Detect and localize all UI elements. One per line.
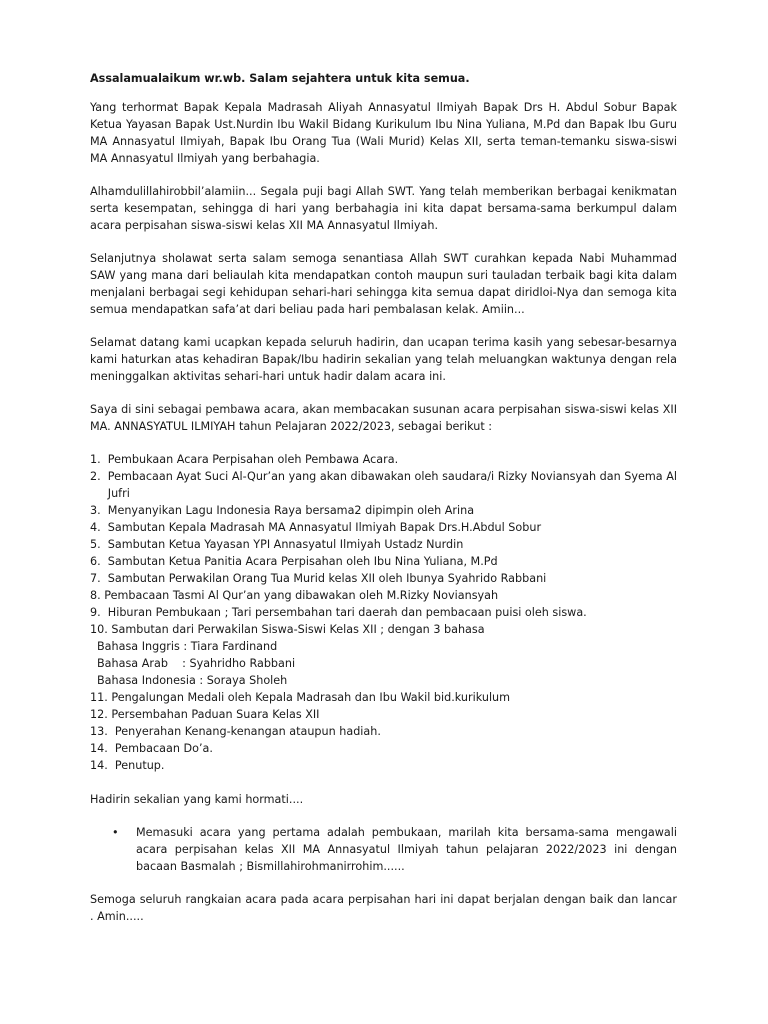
list-item: 1. Pembukaan Acara Perpisahan oleh Pembawa Acara.: [90, 453, 399, 466]
list-item: 14. Pembacaan Do’a.: [90, 742, 213, 755]
list-item: 8. Pembacaan Tasmi Al Qur’an yang dibawakan oleh M.Rizky Noviansyah: [90, 589, 499, 602]
list-item: 5. Sambutan Ketua Yayasan YPI Annasyatul Ilmiyah Ustadz Nurdin: [90, 538, 464, 551]
language-line: Bahasa Arab : Syahridho Rabbani: [97, 657, 296, 670]
list-item: 3. Menyanyikan Lagu Indonesia Raya bersama2 dipimpin oleh Arina: [90, 504, 475, 517]
document-body: [90, 70, 677, 925]
paragraph-welcome: Selamat datang kami ucapkan kepada seluruh hadirin, dan ucapan terima kasih yang sebesar-besarnya kami haturkan atas kehadiran Bapak/Ibu hadirin sekalian yang telah meluangkan waktunya dengan rela meninggalkan aktivitas sehari-hari untuk hadir dalam acara ini.: [90, 336, 677, 383]
language-line: Bahasa Inggris : Tiara Fardinand: [97, 640, 278, 653]
greeting: Assalamualaikum wr.wb. Salam sejahtera untuk kita semua.: [90, 72, 470, 85]
bullet-item: [90, 824, 677, 875]
list-item: 10. Sambutan dari Perwakilan Siswa-Siswi Kelas XII ; dengan 3 bahasa: [90, 623, 485, 636]
list-item: 12. Persembahan Paduan Suara Kelas XII: [90, 708, 320, 721]
list-item: 2. Pembacaan Ayat Suci Al-Qur’an yang akan dibawakan oleh saudara/i Rizky Noviansyah dan Syema Al Jufri: [90, 470, 677, 500]
list-item: 6. Sambutan Ketua Panitia Acara Perpisahan oleh Ibu Nina Yuliana, M.Pd: [90, 555, 498, 568]
list-item: 7. Sambutan Perwakilan Orang Tua Murid kelas XII oleh Ibunya Syahrido Rabbani: [90, 572, 547, 585]
paragraph-salutation: Yang terhormat Bapak Kepala Madrasah Aliyah Annasyatul Ilmiyah Bapak Drs H. Abdul Sobur Bapak Ketua Yayasan Bapak Ust.Nurdin Ibu Wakil Bidang Kurikulum Ibu Nina Yuliana, M.Pd dan Bapak Ibu Guru MA Annasyatul Ilmiyah, Bapak Ibu Orang Tua (Wali Murid) Kelas XII, serta teman-temanku siswa-siswi MA Annasyatul Ilmiyah yang berbahagia.: [90, 101, 677, 165]
paragraph-audience: Hadirin sekalian yang kami hormati....: [90, 793, 304, 806]
list-item: 9. Hiburan Pembukaan ; Tari persembahan tari daerah dan pembacaan puisi oleh siswa.: [90, 606, 587, 619]
bullet-icon: •: [112, 826, 119, 839]
list-item: 13. Penyerahan Kenang-kenangan ataupun hadiah.: [90, 725, 381, 738]
list-item: 4. Sambutan Kepala Madrasah MA Annasyatul Ilmiyah Bapak Drs.H.Abdul Sobur: [90, 521, 542, 534]
list-item: 14. Penutup.: [90, 759, 165, 772]
paragraph-agenda-intro: Saya di sini sebagai pembawa acara, akan membacakan susunan acara perpisahan siswa-siswi kelas XII MA. ANNASYATUL ILMIYAH tahun Pelajaran 2022/2023, sebagai berikut :: [90, 403, 677, 433]
paragraph-praise: Alhamdulillahirobbil’alamiin... Segala puji bagi Allah SWT. Yang telah memberikan berbagai kenikmatan serta kesempatan, sehingga di hari yang berbahagia ini kita dapat bersama-sama berkumpul dalam acara perpisahan siswa-siswi kelas XII MA Annasyatul Ilmiyah.: [90, 185, 677, 232]
bullet-text: Memasuki acara yang pertama adalah pembukaan, marilah kita bersama-sama mengawali acara perpisahan kelas XII MA Annasyatul Ilmiyah tahun pelajaran 2022/2023 ini dengan bacaan Basmalah ; Bismillahirohmanirrohim......: [136, 826, 677, 873]
paragraph-sholawat: Selanjutnya sholawat serta salam semoga senantiasa Allah SWT curahkan kepada Nabi Muhammad SAW yang mana dari beliaulah kita mendapatkan contoh maupun suri tauladan terbaik bagi kita dalam menjalani berbagai segi kehidupan sehari-hari sehingga kita semua dapat diridloi-Nya dan semoga kita semua mendapatkan safa’at dari beliau pada hari pembalasan kelak. Amiin...: [90, 252, 677, 316]
language-line: Bahasa Indonesia : Soraya Sholeh: [97, 674, 288, 687]
agenda-list: [90, 451, 677, 774]
paragraph-closing: Semoga seluruh rangkaian acara pada acara perpisahan hari ini dapat berjalan dengan baik dan lancar . Amin.....: [90, 893, 677, 923]
list-item: 11. Pengalungan Medali oleh Kepala Madrasah dan Ibu Wakil bid.kurikulum: [90, 691, 511, 704]
